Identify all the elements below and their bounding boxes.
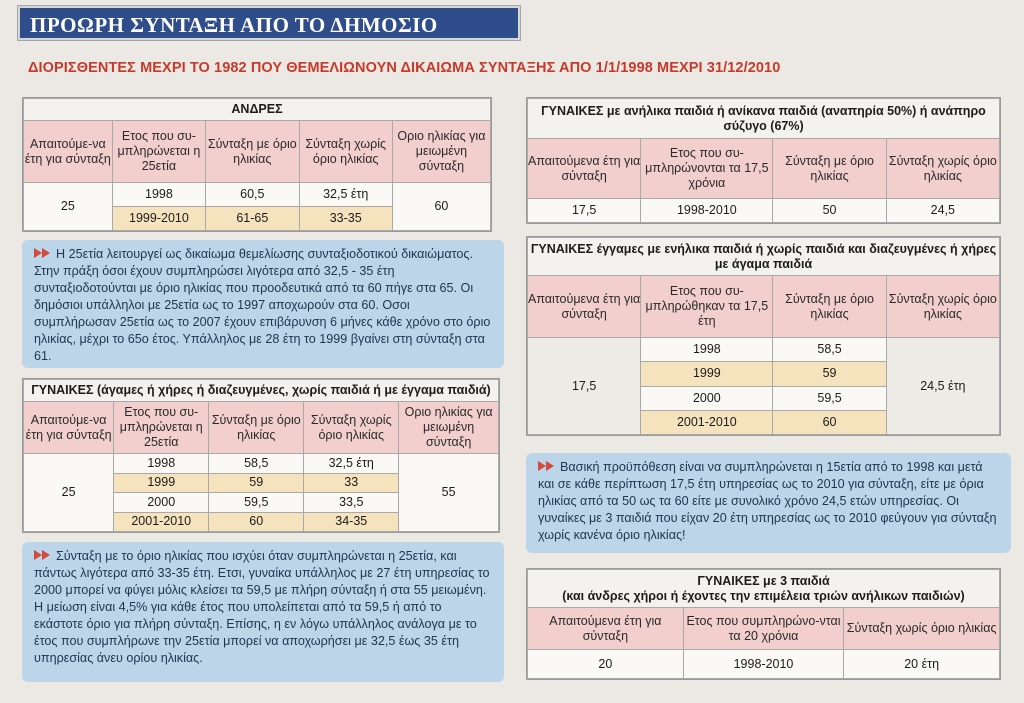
year-cell: 2001-2010 [114,512,209,532]
double-arrow-icon [34,248,52,259]
page-banner: ΠΡΟΩΡΗ ΣΥΝΤΑΞΗ ΑΠΟ ΤΟ ΔΗΜΟΣΙΟ [18,6,520,40]
years-required-cell: 17,5 [528,338,641,435]
years-required-cell: 17,5 [528,199,641,223]
year-cell: 1999 [641,362,773,386]
col-header: Σύνταξη χωρίς όριο ηλικίας [844,608,1000,650]
women-disabled-title: ΓΥΝΑΙΚΕΣ με ανήλικα παιδιά ή ανίκανα παιδιά (αναπηρία 50%) ή ανάπηρο σύζυγο (67%) [528,99,1000,139]
note-text: Η 25ετία λειτουργεί ως δικαίωμα θεμελίωσης συνταξιοδοτικού δικαιώματος. Στην πράξη όσοι έχουν συμπληρώσει λιγότερα από 32,5 - 35 έτη συνταξιοδοτούνται με όριο ηλικίας που προοδευτικά από τα 60 πήγε στα 65. Οι δημόσιοι υπάλληλοι με 25ετία ως το 1997 αποχωρούν στα 60. Οσοι συμπλήρωσαν 25ετία ως το 2007 έχουν επιβάρυνση 6 μήνες κάθε χρόνο στο όριο ηλικίας, μέχρι το 65ο έτος. Υπάλληλος με 28 έτη το 1999 βγαίνει στη σύνταξη στα 61. [34,247,491,363]
without-limit-cell: 33 [304,473,399,493]
women-three-children-table [526,568,1001,680]
col-header: Ετος που συ-μπληρώνονται τα 17,5 χρόνια [641,139,773,199]
col-header: Απαιτούμε-να έτη για σύνταξη [24,121,113,183]
col-header: Ετος που συ-μπληρώνεται η 25ετία [114,402,209,454]
note-women [22,542,504,682]
women-three-title [528,570,1000,608]
without-limit-cell: 33,5 [304,493,399,513]
women-three-title-line1: ΓΥΝΑΙΚΕΣ με 3 παιδιά [697,573,830,588]
with-limit-cell: 60 [773,410,886,434]
col-header: Ετος που συμπληρώνο-νται τα 20 χρόνια [683,608,843,650]
years-required-cell: 25 [24,183,113,231]
table-row [528,650,1000,679]
double-arrow-icon [538,461,556,472]
col-header: Ετος που συ-μπληρώνεται η 25ετία [112,121,205,183]
note-text: Βασική προϋπόθεση είναι να συμπληρώνεται η 15ετία από το 1998 και μετά και σε κάθε περίπτωση 17,5 έτη υπηρεσίας ως το 2010 για σύνταξη, είτε με όρια ηλικίας από τα 50 ως τα 60 είτε με συνολικό χρόνο 24,5 ετών υπηρεσίας. Οι γυναίκες με 3 παιδιά που είχαν 20 έτη υπηρεσίας ως το 2010 φεύγουν για σύνταξη χωρίς κανένα όριο ηλικίας! [538,460,997,542]
year-cell: 1998 [112,183,205,207]
note-men [22,240,504,368]
with-limit-cell: 59,5 [773,386,886,410]
men-table [22,97,492,232]
with-limit-cell: 61-65 [206,207,299,231]
women-title: ΓΥΝΑΙΚΕΣ (άγαμες ή χήρες ή διαζευγμένες, χωρίς παιδιά ή με έγγαμα παιδιά) [24,380,499,402]
col-header: Σύνταξη με όριο ηλικίας [773,139,886,199]
without-limit-cell: 20 έτη [844,650,1000,679]
women-three-title-line2: (και άνδρες χήροι ή έχοντες την επιμέλεια τριών ανήλικων παιδιών) [562,588,965,603]
year-cell: 2000 [641,386,773,410]
col-header: Σύνταξη χωρίς όριο ηλικίας [886,276,999,338]
year-cell: 2001-2010 [641,410,773,434]
reduced-age-cell: 55 [399,454,499,532]
col-header: Σύνταξη με όριο ηλικίας [206,121,299,183]
year-cell: 1998 [641,338,773,362]
men-title: ΑΝΔΡΕΣ [24,99,491,121]
year-cell: 1998-2010 [641,199,773,223]
col-header: Σύνταξη με όριο ηλικίας [773,276,886,338]
without-limit-cell: 24,5 [886,199,999,223]
col-header: Οριο ηλικίας για μειωμένη σύνταξη [392,121,490,183]
with-limit-cell: 59 [773,362,886,386]
without-limit-cell: 33-35 [299,207,392,231]
years-required-cell: 20 [528,650,684,679]
with-limit-cell: 58,5 [773,338,886,362]
years-required-cell: 25 [24,454,114,532]
year-cell: 2000 [114,493,209,513]
with-limit-cell: 58,5 [209,454,304,474]
page-subtitle: ΔΙΟΡΙΣΘΕΝΤΕΣ ΜΕΧΡΙ ΤΟ 1982 ΠΟΥ ΘΕΜΕΛΙΩΝΟΥΝ ΔΙΚΑΙΩΜΑ ΣΥΝΤΑΞΗΣ ΑΠΟ 1/1/1998 ΜΕΧΡΙ 31/12/2010 [28,60,781,76]
table-row [528,338,1000,362]
col-header: Απαιτούμενα έτη για σύνταξη [528,139,641,199]
women-disabled-table [526,97,1001,224]
with-limit-cell: 59 [209,473,304,493]
col-header: Απαιτούμενα έτη για σύνταξη [528,608,684,650]
women-married-title: ΓΥΝΑΙΚΕΣ έγγαμες με ενήλικα παιδιά ή χωρίς παιδιά και διαζευγμένες ή χήρες με άγαμα παιδιά [528,238,1000,276]
with-limit-cell: 60 [209,512,304,532]
col-header: Σύνταξη χωρίς όριο ηλικίας [304,402,399,454]
col-header: Οριο ηλικίας για μειωμένη σύνταξη [399,402,499,454]
year-cell: 1998 [114,454,209,474]
col-header: Ετος που συ-μπληρώθηκαν τα 17,5 έτη [641,276,773,338]
table-row [528,199,1000,223]
col-header: Σύνταξη χωρίς όριο ηλικίας [299,121,392,183]
table-row [24,183,491,207]
col-header: Απαιτούμε-να έτη για σύνταξη [24,402,114,454]
col-header: Σύνταξη χωρίς όριο ηλικίας [886,139,999,199]
women-married-table [526,236,1001,436]
year-cell: 1999-2010 [112,207,205,231]
reduced-age-cell: 60 [392,183,490,231]
double-arrow-icon [34,550,52,561]
without-limit-cell: 34-35 [304,512,399,532]
with-limit-cell: 60,5 [206,183,299,207]
without-limit-cell: 32,5 έτη [304,454,399,474]
note-text: Σύνταξη με το όριο ηλικίας που ισχύει όταν συμπληρώνεται η 25ετία, και πάντως λιγότερα από 33-35 έτη. Ετσι, γυναίκα υπάλληλος με 27 έτη υπηρεσίας το 2000 μπορεί να φύγει μόλις κλείσει τα 59,5 με πλήρη σύνταξη ή στα 55 μειωμένη. Η μείωση είναι 4,5% για κάθε έτος που υπολείπεται από τα 59,5 ή από το εκάστοτε όριο για πλήρη σύνταξη. Επίσης, η εν λόγω υπάλληλος ανάλογα με το έτος που συμπλήρωνε την 25ετία μπορεί να αποχωρήσει με 32,5 έως 35 έτη υπηρεσίας άνευ ορίου ηλικίας. [34,549,490,665]
col-header: Σύνταξη με όριο ηλικίας [209,402,304,454]
with-limit-cell: 59,5 [209,493,304,513]
year-cell: 1998-2010 [683,650,843,679]
without-limit-cell: 24,5 έτη [886,338,999,435]
year-cell: 1999 [114,473,209,493]
col-header: Απαιτούμενα έτη για σύνταξη [528,276,641,338]
with-limit-cell: 50 [773,199,886,223]
women-table [22,378,500,533]
without-limit-cell: 32,5 έτη [299,183,392,207]
note-married [526,453,1011,553]
table-row [24,454,499,474]
